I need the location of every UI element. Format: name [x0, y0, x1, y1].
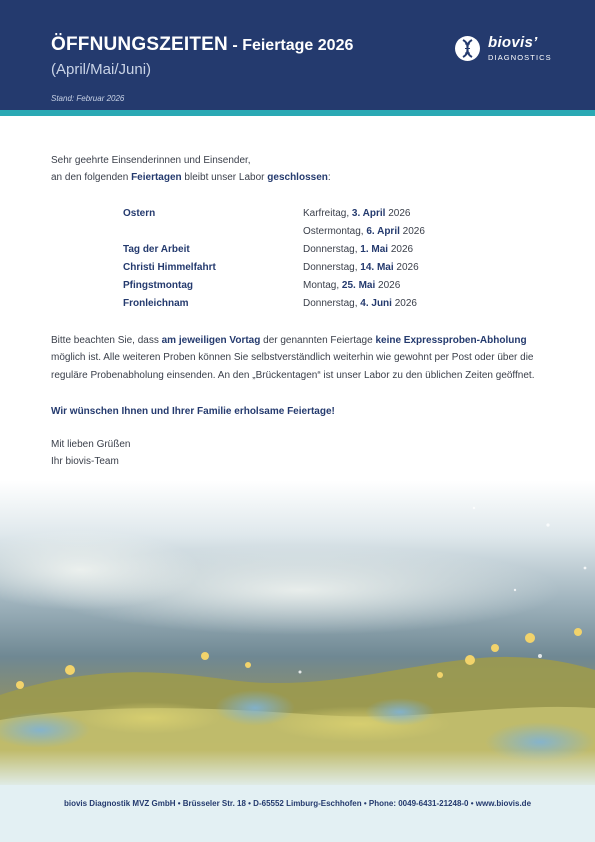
- holiday-year: 2026: [385, 208, 411, 219]
- biovis-logo: [455, 34, 565, 64]
- holiday-year: 2026: [388, 244, 414, 255]
- holiday-day: 25. Mai: [341, 280, 376, 291]
- greeting-line-2: [51, 172, 331, 183]
- title-main: ÖFFNUNGSZEITEN: [51, 34, 228, 55]
- greeting-text: bleibt unser Labor: [181, 172, 268, 183]
- notice-line-3: reguläre Probenabholung einsenden. An den „Brückentagen“ ist unser Labor zu den üblichen Zeiten geöffnet.: [51, 370, 535, 381]
- holiday-day: 6. April: [366, 226, 400, 237]
- holiday-name: Christi Himmelfahrt: [123, 262, 216, 273]
- notice-text: Bitte beachten Sie, dass: [51, 335, 162, 346]
- notice-line-1: [51, 335, 527, 346]
- greeting-text: an den folgenden: [51, 172, 132, 183]
- notice-text: der genannten Feiertage: [260, 335, 376, 346]
- holiday-name: Ostern: [123, 208, 156, 219]
- holiday-date: [303, 280, 400, 291]
- holiday-date: [303, 226, 425, 237]
- holiday-year: 2026: [391, 298, 417, 309]
- greeting-emphasis-feiertage: Feiertagen: [131, 172, 182, 183]
- holiday-day: 4. Juni: [360, 298, 392, 309]
- notice-line-2: möglich ist. Alle weiteren Proben können Sie selbstverständlich weiterhin wie gewohnt per Post oder über die: [51, 352, 534, 363]
- holiday-weekday: Karfreitag,: [303, 208, 352, 219]
- meadow-photo: [0, 480, 595, 785]
- holiday-day: 14. Mai: [360, 262, 394, 273]
- greeting-text: :: [327, 172, 331, 183]
- holiday-year: 2026: [375, 280, 401, 291]
- page-title: [51, 34, 353, 56]
- dna-helix-icon: [455, 36, 480, 61]
- notice-emphasis-express: keine Expressproben-Abholung: [375, 335, 527, 346]
- holiday-weekday: Donnerstag,: [303, 244, 361, 255]
- notice-emphasis-vortag: am jeweiligen Vortag: [161, 335, 261, 346]
- greeting-line-1: Sehr geehrte Einsenderinnen und Einsender,: [51, 155, 251, 166]
- holiday-date: [303, 298, 417, 309]
- footer-bar: [0, 785, 595, 842]
- greeting-emphasis-geschlossen: geschlossen: [267, 172, 328, 183]
- holiday-date: [303, 244, 413, 255]
- holiday-weekday: Donnerstag,: [303, 298, 361, 309]
- holiday-weekday: Ostermontag,: [303, 226, 367, 237]
- holiday-weekday: Montag,: [303, 280, 342, 291]
- holiday-year: 2026: [393, 262, 419, 273]
- stand-date: Stand: Februar 2026: [51, 94, 125, 103]
- logo-name: biovis’: [488, 34, 538, 51]
- holiday-name: Tag der Arbeit: [123, 244, 190, 255]
- page-subtitle: (April/Mai/Juni): [51, 61, 152, 78]
- logo-tagline: DIAGNOSTICS: [488, 53, 552, 62]
- title-sub: - Feiertage 2026: [227, 37, 354, 54]
- holiday-day: 1. Mai: [360, 244, 389, 255]
- holiday-wish: Wir wünschen Ihnen und Ihrer Familie erholsame Feiertage!: [51, 406, 335, 417]
- holiday-weekday: Donnerstag,: [303, 262, 361, 273]
- holiday-date: [303, 208, 410, 219]
- holiday-name: Fronleichnam: [123, 298, 189, 309]
- holiday-year: 2026: [399, 226, 425, 237]
- holiday-day: 3. April: [351, 208, 386, 219]
- holiday-name: Pfingstmontag: [123, 280, 193, 291]
- holiday-date: [303, 262, 419, 273]
- closing-line-2: Ihr biovis-Team: [51, 456, 119, 467]
- header-accent-stripe: [0, 110, 595, 116]
- footer-contact: biovis Diagnostik MVZ GmbH • Brüsseler Str. 18 • D-65552 Limburg-Eschhofen • Phone: 0049-6431-21248-0 • www.biovis.de: [63, 799, 532, 808]
- closing-line-1: Mit lieben Grüßen: [51, 439, 131, 450]
